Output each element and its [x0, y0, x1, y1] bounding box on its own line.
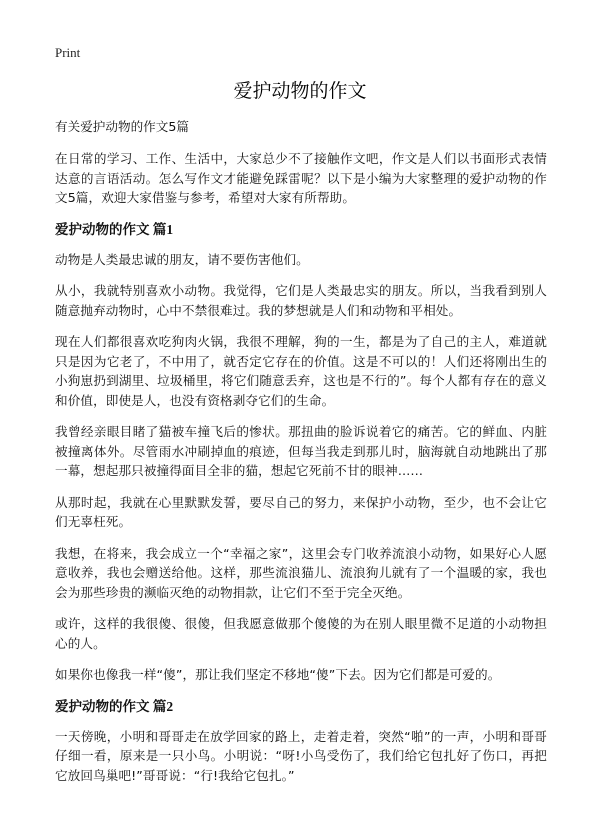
paragraph: 如果你也像我一样“傻”，那让我们坚定不移地“傻”下去。因为它们都是可爱的。 [55, 667, 501, 682]
paragraph: 我曾经亲眼目睹了猫被车撞飞后的惨状。那扭曲的脸诉说着它的痛苦。它的鲜血、内脏被撞离体外。尽管雨水冲刷掉血的痕迹，但每当我走到那儿时，脑海就自动地跳出了那一幕，想起那只被撞得面目全非的猫，想起它死前不甘的眼神…… [55, 424, 547, 478]
paragraph: 我想，在将来，我会成立一个“幸福之家”，这里会专门收养流浪小动物，如果好心人愿意收养，我也会赠送给他。这样，那些流浪猫儿、流浪狗儿就有了一个温暖的家，我也会为那些珍贵的濒临灭绝的动物捐款，让它们不至于完全灭绝。 [55, 545, 547, 600]
section-heading-1: 爱护动物的作文 篇1 [55, 221, 174, 237]
paragraph: 一天傍晚，小明和哥哥走在放学回家的路上，走着走着，突然“啪”的一声，小明和哥哥仔细一看，原来是一只小鸟。小明说：“呀!小鸟受伤了，我们给它包扎好了伤口，再把它放回鸟巢吧!”哥哥说：“行!我给它包扎。” [55, 728, 547, 783]
article-body [55, 117, 547, 797]
article-subtitle: 有关爱护动物的作文5篇 [55, 119, 189, 134]
section-heading-2: 爱护动物的作文 篇2 [55, 698, 174, 714]
paragraph: 或许，这样的我很傻、很傻，但我愿意做那个傻傻的为在别人眼里微不足道的小动物担心的人。 [55, 616, 547, 651]
paragraph: 现在人们都很喜欢吃狗肉火锅，我很不理解，狗的一生，都是为了自己的主人，难道就只是因为它老了，不中用了，就否定它存在的价值。这是不可以的！人们还将刚出生的小狗崽扔到湖里、垃圾桶里，将它们随意丢弃，这也是不行的”。每个人都有存在的意义和价值，即使是人，也没有资格剥夺它们的生命。 [55, 334, 547, 408]
paragraph: 动物是人类最忠诚的朋友，请不要伤害他们。 [55, 251, 309, 267]
page-title: 爱护动物的作文 [233, 80, 367, 102]
paragraph: 从那时起，我就在心里默默发誓，要尽自己的努力，来保护小动物，至少，也不会让它们无辜枉死。 [55, 494, 547, 529]
print-link[interactable]: Print [55, 45, 81, 60]
intro-paragraph: 在日常的学习、工作、生活中，大家总少不了接触作文吧，作文是人们以书面形式表情达意的言语活动。怎么写作文才能避免踩雷呢？以下是小编为大家整理的爱护动物的作文5篇，欢迎大家借鉴与参考，希望对大家有所帮助。 [55, 151, 547, 205]
paragraph: 从小，我就特别喜欢小动物。我觉得，它们是人类最忠实的朋友。所以，当我看到别人随意抛弃动物时，心中不禁很难过。我的梦想就是人们和动物和平相处。 [55, 283, 547, 318]
